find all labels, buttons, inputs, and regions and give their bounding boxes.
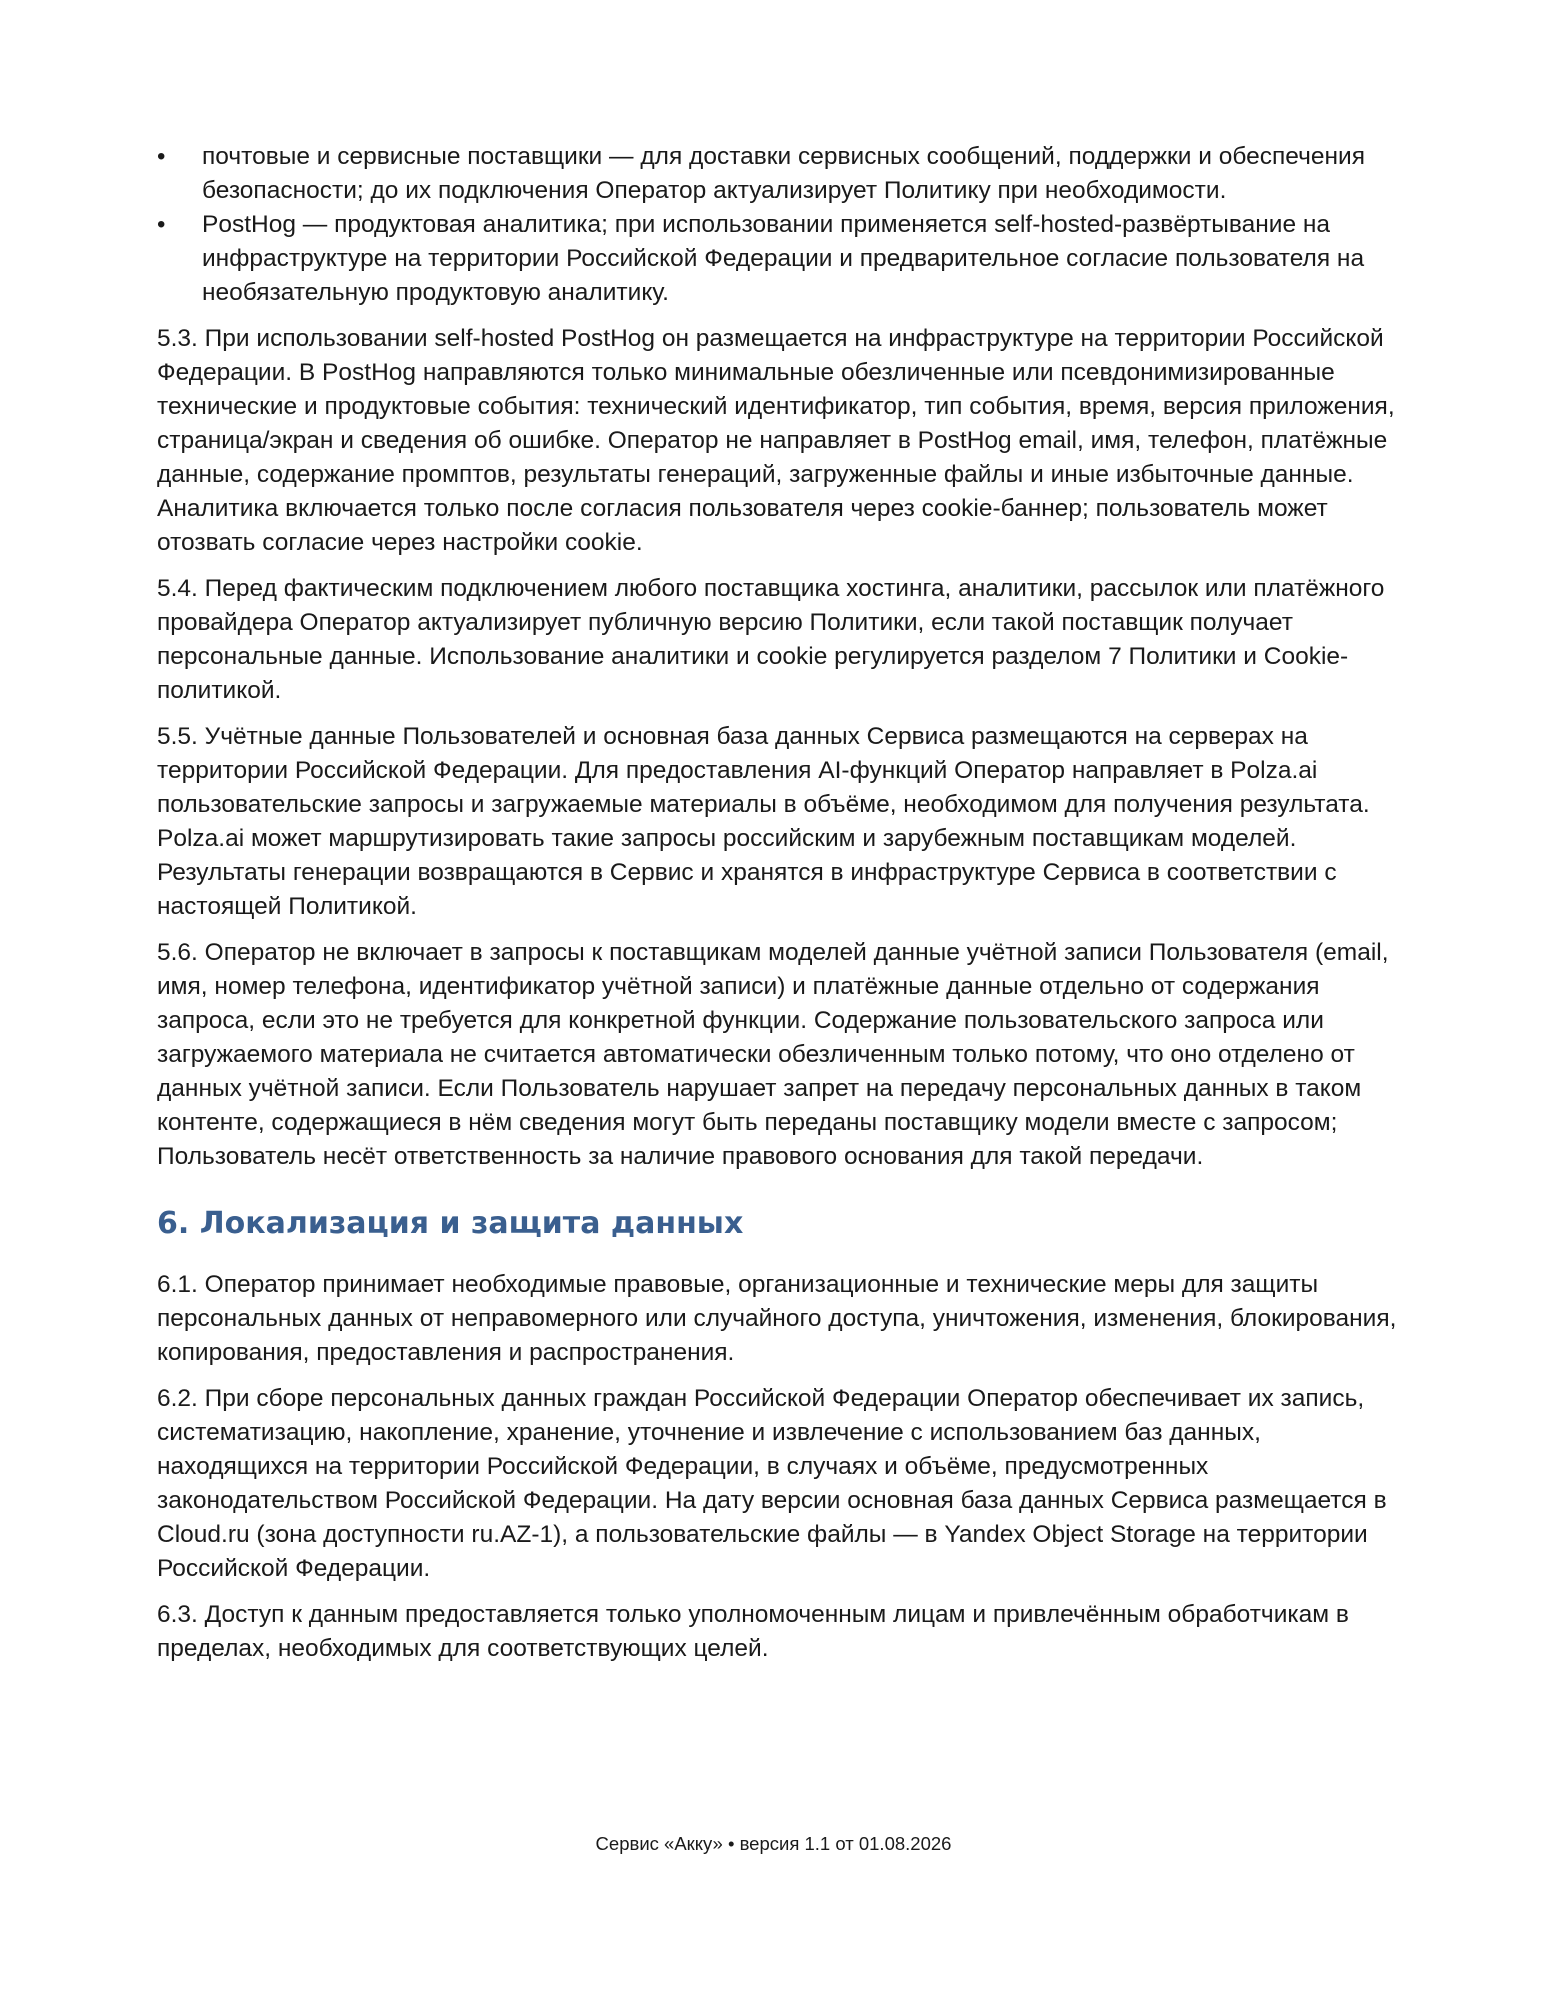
- list-item: [157, 208, 1417, 310]
- paragraph-5-4: 5.4. Перед фактическим подключением любого поставщика хостинга, аналитики, рассылок или платёжного провайдера Оператор актуализирует публичную версию Политики, если такой поставщик получает персональные данные. Использование аналитики и cookie регулируется разделом 7 Политики и Cookie-политикой.: [157, 575, 1385, 704]
- list-item-text: PostHog — продуктовая аналитика; при использовании применяется self-hosted-развёртывание на инфраструктуре на территории Российской Федерации и предварительное согласие пользователя на необязательную продуктовую аналитику.: [202, 211, 1365, 306]
- paragraph-5-6: 5.6. Оператор не включает в запросы к поставщикам моделей данные учётной записи Пользователя (email, имя, номер телефона, идентификатор учётной записи) и платёжные данные отдельно от содержания запроса, если это не требуется для конкретной функции. Содержание пользовательского запроса или загружаемого материала не считается автоматически обезличенным только потому, что оно отделено от данных учётной записи. Если Пользователь нарушает запрет на передачу персональных данных в таком контенте, содержащиеся в нём сведения могут быть переданы поставщику модели вместе с запросом; Пользователь несёт ответственность за наличие правового основания для такой передачи.: [157, 939, 1389, 1170]
- page-footer: Сервис «Акку» • версия 1.1 от 01.08.2026: [595, 1833, 952, 1854]
- paragraph-6-3: 6.3. Доступ к данным предоставляется только уполномоченным лицам и привлечённым обработчикам в пределах, необходимых для соответствующих целей.: [157, 1601, 1349, 1662]
- list-item-text: почтовые и сервисные поставщики — для доставки сервисных сообщений, поддержки и обеспечения безопасности; до их подключения Оператор актуализирует Политику при необходимости.: [202, 143, 1365, 204]
- bullet-marker: •: [157, 211, 166, 238]
- paragraph-5-3: 5.3. При использовании self-hosted PostHog он размещается на инфраструктуре на территории Российской Федерации. В PostHog направляются только минимальные обезличенные или псевдонимизированные технические и продуктовые события: технический идентификатор, тип события, время, версия приложения, страница/экран и сведения об ошибке. Оператор не направляет в PostHog email, имя, телефон, платёжные данные, содержание промптов, результаты генераций, загруженные файлы и иные избыточные данные. Аналитика включается только после согласия пользователя через cookie-баннер; пользователь может отозвать согласие через настройки cookie.: [157, 325, 1395, 556]
- paragraph-6-1: 6.1. Оператор принимает необходимые правовые, организационные и технические меры для защиты персональных данных от неправомерного или случайного доступа, уничтожения, изменения, блокирования, копирования, предоставления и распространения.: [157, 1271, 1397, 1366]
- bullet-list: [157, 140, 1417, 310]
- paragraph-6-2: 6.2. При сборе персональных данных граждан Российской Федерации Оператор обеспечивает их запись, систематизацию, накопление, хранение, уточнение и извлечение с использованием баз данных, находящихся на территории Российской Федерации, в случаях и объёме, предусмотренных законодательством Российской Федерации. На дату версии основная база данных Сервиса размещается в Cloud.ru (зона доступности ru.AZ-1), а пользовательские файлы — в Yandex Object Storage на территории Российской Федерации.: [157, 1385, 1387, 1582]
- section-heading: 6. Локализация и защита данных: [157, 1206, 744, 1241]
- list-item: [157, 140, 1417, 208]
- paragraph-5-5: 5.5. Учётные данные Пользователей и основная база данных Сервиса размещаются на серверах на территории Российской Федерации. Для предоставления AI-функций Оператор направляет в Polza.ai пользовательские запросы и загружаемые материалы в объёме, необходимом для получения результата. Polza.ai может маршрутизировать такие запросы российским и зарубежным поставщикам моделей. Результаты генерации возвращаются в Сервис и хранятся в инфраструктуре Сервиса в соответствии с настоящей Политикой.: [157, 723, 1370, 920]
- bullet-marker: •: [157, 143, 166, 170]
- document-page: [157, 140, 1417, 1678]
